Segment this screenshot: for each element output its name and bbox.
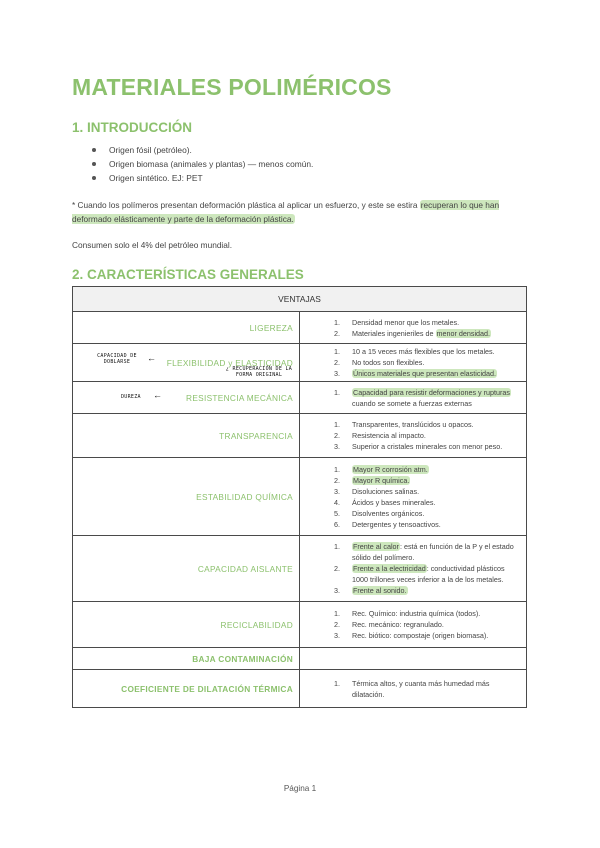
feature-details-cell	[300, 536, 527, 602]
item-number: 5.	[334, 508, 340, 518]
item-text	[352, 357, 520, 368]
item-text	[352, 585, 520, 596]
feature-label-cell	[73, 344, 300, 382]
table-row	[73, 382, 527, 414]
table-row	[73, 536, 527, 602]
list-item	[300, 497, 520, 508]
highlighted-text: Frente al calor	[353, 542, 399, 551]
note-highlight: recuperan lo que han deformado elásticamente y parte de la deformación plástica.	[72, 200, 500, 224]
item-number: 1.	[334, 347, 340, 356]
item-text-part: Térmica altos, y cuanta más humedad más dilatación.	[352, 678, 490, 699]
list-item: Origen sintético. EJ: PET	[90, 171, 313, 185]
table-row	[73, 670, 527, 708]
list-item	[300, 464, 520, 475]
feature-label: TRANSPARENCIA	[219, 430, 293, 441]
table-row	[73, 648, 527, 670]
feature-details-list	[300, 464, 526, 530]
table-row	[73, 458, 527, 536]
item-number: 1.	[334, 464, 340, 474]
table-header: VENTAJAS	[73, 287, 527, 312]
item-text	[352, 328, 520, 339]
list-item	[300, 387, 520, 409]
item-text-part: Ácidos y bases minerales.	[352, 497, 436, 507]
item-text	[352, 678, 520, 700]
item-text	[352, 519, 520, 530]
item-text-part: Rec. biótico: compostaje (origen biomasa).	[352, 631, 489, 640]
item-text	[352, 630, 520, 641]
highlighted-text: Únicos materiales que presentan elasticidad.	[353, 369, 497, 378]
item-text-part: Densidad menor que los metales.	[352, 317, 460, 327]
feature-label: LIGEREZA	[249, 322, 293, 333]
feature-details-cell	[300, 382, 527, 414]
highlighted-text: Mayor R corrosión atm.	[353, 464, 428, 474]
item-number: 3.	[334, 442, 340, 451]
item-text-part: : está en función de la P y el estado sólido del polímero.	[352, 542, 514, 562]
item-number: 4.	[334, 497, 340, 507]
list-item	[300, 317, 520, 328]
item-number: 2.	[334, 328, 340, 338]
item-text	[352, 563, 520, 585]
item-number: 1.	[334, 609, 340, 618]
handwritten-annotation: CAPACIDAD DE DOBLARSE	[97, 353, 137, 365]
list-item	[300, 678, 520, 700]
highlighted-text: menor densidad.	[436, 328, 491, 338]
item-text	[352, 430, 520, 441]
item-text-part: Disoluciones salinas.	[352, 486, 420, 496]
item-text-part: Rec. Químico: industria química (todos).	[352, 609, 481, 618]
list-item: Origen fósil (petróleo).	[90, 143, 313, 157]
table-row	[73, 414, 527, 458]
item-number: 1.	[334, 387, 340, 397]
feature-label-cell	[73, 648, 300, 670]
feature-details-list	[300, 419, 526, 452]
feature-label-cell	[73, 458, 300, 536]
section-heading-caracteristicas: 2. CARACTERÍSTICAS GENERALES	[72, 267, 304, 282]
item-text	[352, 619, 520, 630]
item-text-part: 10 a 15 veces más flexibles que los metales.	[352, 347, 495, 356]
table-row	[73, 312, 527, 344]
feature-label: RESISTENCIA MECÁNICA	[186, 392, 293, 403]
ventajas-table	[72, 286, 527, 708]
item-text	[352, 419, 520, 430]
list-item	[300, 486, 520, 497]
item-text-part: Materiales ingenieriles de	[352, 328, 436, 338]
section-heading-introduccion: 1. INTRODUCCIÓN	[72, 120, 193, 135]
item-text-part: : conductividad plásticos 1000 trillones veces inferior a la de los metales.	[352, 564, 505, 584]
item-text	[352, 346, 520, 357]
item-number: 1.	[334, 678, 340, 688]
item-number: 3.	[334, 586, 340, 595]
item-number: 2.	[334, 620, 340, 629]
item-text	[352, 486, 520, 497]
feature-label-cell	[73, 602, 300, 648]
page-number: Página 1	[283, 784, 317, 793]
feature-details-list	[300, 346, 526, 379]
document-title: MATERIALES POLIMÉRICOS	[72, 74, 392, 100]
list-item	[300, 519, 520, 530]
feature-label: CAPACIDAD AISLANTE	[197, 563, 293, 574]
arrow-left-icon: ←	[153, 390, 163, 400]
list-item	[300, 563, 520, 585]
list-item	[300, 419, 520, 430]
table-row	[73, 602, 527, 648]
list-item	[300, 441, 520, 452]
feature-details-list	[300, 608, 526, 641]
list-item	[300, 630, 520, 641]
feature-details-list	[300, 541, 526, 596]
feature-details-list	[300, 678, 526, 700]
feature-label-cell	[73, 414, 300, 458]
item-number: 3.	[334, 369, 340, 378]
item-number: 1.	[334, 542, 340, 551]
feature-details-cell	[300, 602, 527, 648]
feature-details-list	[300, 317, 526, 339]
handwritten-annotation: DUREZA	[121, 394, 141, 400]
item-number: 6.	[334, 519, 340, 529]
item-text	[352, 608, 520, 619]
feature-details-cell	[300, 458, 527, 536]
highlighted-text: Mayor R química.	[353, 475, 410, 485]
note-text: * Cuando los polímeros presentan deformación plástica al aplicar un esfuerzo, y este se estira	[72, 200, 420, 210]
feature-details-list	[300, 387, 526, 409]
feature-label-cell	[73, 670, 300, 708]
item-number: 1.	[334, 420, 340, 429]
item-number: 2.	[334, 475, 340, 485]
feature-label: FLEXIBILIDAD y ELASTICIDAD	[166, 357, 293, 368]
arrow-left-icon: ←	[147, 353, 157, 363]
list-item	[300, 430, 520, 441]
list-item	[300, 619, 520, 630]
feature-details-cell	[300, 670, 527, 708]
list-item	[300, 328, 520, 339]
feature-label: BAJA CONTAMINACIÓN	[192, 653, 293, 664]
list-item	[300, 346, 520, 357]
highlighted-text: Frente al sonido.	[353, 586, 407, 595]
item-text	[352, 497, 520, 508]
feature-details-cell	[300, 312, 527, 344]
item-text	[352, 464, 520, 475]
item-number: 3.	[334, 486, 340, 496]
plastic-deformation-note	[72, 198, 530, 226]
feature-details-cell	[300, 344, 527, 382]
feature-label-cell	[73, 312, 300, 344]
item-text-part: Transparentes, translúcidos u opacos.	[352, 420, 474, 429]
item-text-part: Detergentes y tensoactivos.	[352, 519, 441, 529]
item-text	[352, 317, 520, 328]
item-text-part: Resistencia al impacto.	[352, 431, 426, 440]
feature-details-cell	[300, 648, 527, 670]
item-text	[352, 508, 520, 519]
item-number: 2.	[334, 358, 340, 367]
item-text	[352, 541, 520, 563]
list-item	[300, 368, 520, 379]
feature-label: COEFICIENTE DE DILATACIÓN TÉRMICA	[121, 683, 293, 694]
item-number: 1.	[334, 317, 340, 327]
feature-label: RECICLABILIDAD	[220, 619, 293, 630]
list-item	[300, 585, 520, 596]
highlighted-text: Capacidad para resistir deformaciones y rupturas	[353, 387, 511, 397]
item-text-part: cuando se somete a fuerzas externas	[352, 398, 472, 408]
list-item	[300, 475, 520, 486]
feature-label-cell	[73, 382, 300, 414]
petroleum-consumption-text: Consumen solo el 4% del petróleo mundial.	[72, 240, 233, 250]
item-text-part: Disolventes orgánicos.	[352, 508, 425, 518]
list-item: Origen biomasa (animales y plantas) — menos común.	[90, 157, 313, 171]
item-text	[352, 475, 520, 486]
item-number: 2.	[334, 564, 340, 573]
highlighted-text: Frente a la electricidad	[353, 564, 426, 573]
item-text-part: No todos son flexibles.	[352, 358, 425, 367]
item-text	[352, 441, 520, 452]
item-text-part: Rec. mecánico: regranulado.	[352, 620, 444, 629]
item-text	[352, 368, 520, 379]
list-item	[300, 357, 520, 368]
handwritten-annotation: ¿ RECUPERACIÓN DE LA FORMA ORIGINAL	[225, 366, 293, 378]
item-number: 2.	[334, 431, 340, 440]
list-item	[300, 541, 520, 563]
item-text-part: Superior a cristales minerales con menor peso.	[352, 442, 503, 451]
feature-details-cell	[300, 414, 527, 458]
item-number: 3.	[334, 631, 340, 640]
table-row	[73, 344, 527, 382]
list-item	[300, 608, 520, 619]
feature-label: ESTABILIDAD QUÍMICA	[196, 491, 293, 502]
intro-bullet-list	[90, 143, 313, 185]
feature-label-cell	[73, 536, 300, 602]
list-item	[300, 508, 520, 519]
item-text	[352, 387, 520, 409]
